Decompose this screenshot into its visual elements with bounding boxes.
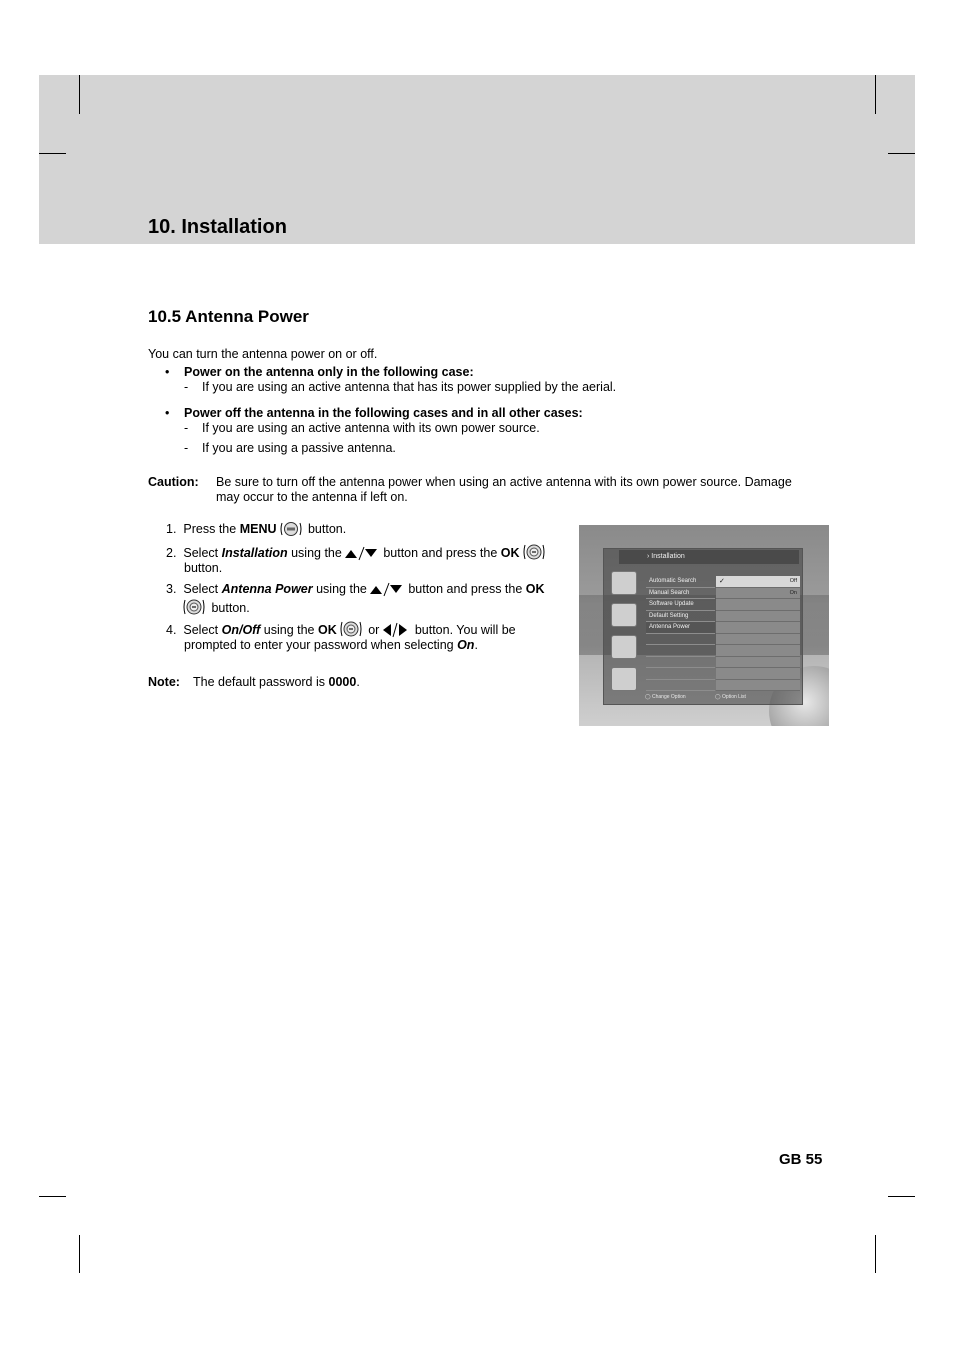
- option-label: Off: [789, 578, 797, 584]
- bullet-dot: •: [165, 406, 170, 420]
- menu-item-name: Antenna Power: [221, 582, 313, 596]
- ok-key-label: OK: [525, 582, 545, 596]
- menu-item-automatic-search[interactable]: Automatic Search: [646, 576, 715, 588]
- caution-text: Be sure to turn off the antenna power when using an active antenna with its own power source. Damage: [216, 475, 792, 489]
- ok-button-icon: [522, 543, 546, 561]
- option-row-empty: [716, 680, 800, 692]
- step-3-cont: [184, 598, 250, 617]
- step-1: [166, 521, 346, 538]
- screen-title: › Installation: [619, 550, 799, 564]
- step-2: [166, 543, 548, 562]
- option-name: On: [457, 638, 475, 652]
- step-text: using the: [263, 623, 315, 637]
- installation-screenshot: [579, 525, 829, 726]
- crop-mark: [888, 1196, 915, 1197]
- step-text: button and press the: [383, 546, 498, 560]
- note-body: .: [356, 675, 360, 689]
- option-off[interactable]: [716, 576, 800, 588]
- step-text: button. You will be: [414, 623, 516, 637]
- screen-footer: [645, 693, 801, 702]
- hint-label: Option List: [722, 694, 746, 700]
- option-on[interactable]: [716, 588, 800, 600]
- step-text: button and press the: [408, 582, 523, 596]
- step-number: 2.: [166, 546, 177, 560]
- step-text: or: [368, 623, 380, 637]
- note-body: The default password is: [193, 675, 326, 689]
- crop-mark: [39, 153, 66, 154]
- dash: -: [184, 421, 189, 435]
- bullet-item: If you are using a passive antenna.: [202, 441, 396, 455]
- hint-label: Change Option: [652, 694, 686, 700]
- ok-key-label: OK: [317, 623, 337, 637]
- step-4-cont: [184, 637, 478, 654]
- crop-mark: [39, 1196, 66, 1197]
- screen-title-text: Installation: [651, 553, 685, 560]
- dash: -: [184, 380, 189, 394]
- step-text: Select: [183, 582, 219, 596]
- option-row-empty: [716, 599, 800, 611]
- step-text: Select: [183, 623, 219, 637]
- step-text: button.: [184, 561, 223, 575]
- change-option-hint: ◯ Change Option: [645, 694, 686, 700]
- menu-row-empty: [646, 668, 715, 680]
- note-text: [193, 674, 360, 691]
- option-label: On: [789, 589, 797, 596]
- crop-mark: [79, 75, 80, 114]
- option-list-hint: ◯ Option List: [715, 694, 746, 700]
- step-number: 4.: [166, 623, 177, 637]
- up-down-arrow-icon: [369, 581, 403, 597]
- step-text: Select: [183, 546, 219, 560]
- step-text: using the: [291, 546, 342, 560]
- option-row-empty: [716, 668, 800, 680]
- ok-button-icon: [182, 598, 206, 616]
- option-row-empty: [716, 634, 800, 646]
- checkmark-icon: ✓: [719, 578, 725, 585]
- network-icon[interactable]: [611, 603, 637, 627]
- ok-button-icon: [339, 620, 363, 638]
- step-text: button.: [307, 522, 347, 536]
- menu-row-empty: [646, 680, 715, 692]
- step-3: [166, 581, 545, 598]
- option-row-empty: [716, 657, 800, 669]
- bullet-heading: Power on the antenna only in the following case:: [184, 365, 474, 379]
- step-number: 3.: [166, 582, 177, 596]
- channel-icon[interactable]: [611, 571, 637, 595]
- installation-menu-list: [646, 576, 715, 691]
- installation-icon[interactable]: [611, 667, 637, 691]
- step-text: .: [474, 638, 478, 652]
- menu-button-icon: [279, 521, 303, 537]
- crop-mark: [875, 75, 876, 114]
- chapter-title: 10. Installation: [148, 216, 287, 238]
- menu-category-icons: [607, 565, 643, 695]
- step-number: 1.: [166, 522, 177, 536]
- bullet-dot: •: [165, 365, 170, 379]
- crop-mark: [888, 153, 915, 154]
- crop-mark: [875, 1235, 876, 1273]
- option-list: [716, 576, 800, 691]
- page-number: GB 55: [779, 1151, 823, 1168]
- bullet-heading: Power off the antenna in the following cases and in all other cases:: [184, 406, 583, 420]
- menu-item-name: Installation: [221, 546, 288, 560]
- step-text: using the: [316, 582, 367, 596]
- bullet-item: If you are using an active antenna that has its power supplied by the aerial.: [202, 380, 617, 394]
- crop-mark: [79, 1235, 80, 1273]
- caution-text: may occur to the antenna if left on.: [216, 490, 408, 504]
- default-password: 0000: [328, 675, 357, 689]
- menu-item-manual-search[interactable]: Manual Search: [646, 588, 715, 600]
- tv-icon[interactable]: [611, 635, 637, 659]
- menu-row-empty: [646, 645, 715, 657]
- step-text: prompted to enter your password when selecting: [184, 638, 454, 652]
- step-text: button.: [211, 601, 250, 615]
- option-row-empty: [716, 611, 800, 623]
- menu-item-software-update[interactable]: Software Update: [646, 599, 715, 611]
- menu-item-name: On/Off: [221, 623, 261, 637]
- section-title: 10.5 Antenna Power: [148, 307, 309, 326]
- menu-row-empty: [646, 657, 715, 669]
- up-down-arrow-icon: [344, 545, 378, 561]
- step-text: Press the: [183, 522, 237, 536]
- menu-item-antenna-power[interactable]: Antenna Power: [646, 622, 715, 634]
- menu-key-label: MENU: [239, 522, 277, 536]
- left-right-arrow-icon: [381, 622, 409, 638]
- bullet-item: If you are using an active antenna with its own power source.: [202, 421, 540, 435]
- caution-label: Caution:: [148, 475, 199, 489]
- option-row-empty: [716, 645, 800, 657]
- menu-row-empty: [646, 634, 715, 646]
- intro-text: You can turn the antenna power on or off.: [148, 347, 378, 361]
- menu-item-default-setting[interactable]: Default Setting: [646, 611, 715, 623]
- note-label: Note:: [148, 675, 180, 689]
- ok-key-label: OK: [500, 546, 520, 560]
- option-row-empty: [716, 622, 800, 634]
- dash: -: [184, 441, 189, 455]
